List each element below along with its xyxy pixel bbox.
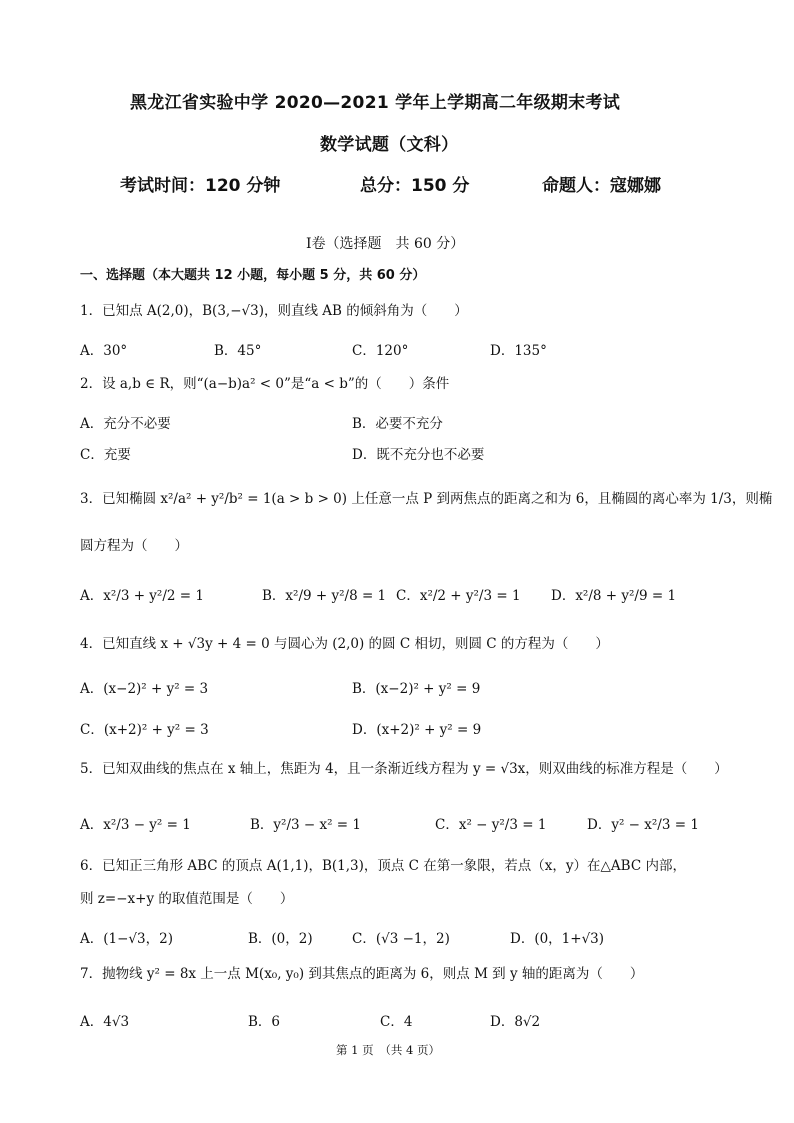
question-7-option-c: C．4 <box>380 1014 413 1030</box>
question-5-option-d: D．y² − x²/3 = 1 <box>587 817 699 833</box>
question-7-stem: 7．抛物线 y² = 8x 上一点 M(x₀, y₀) 到其焦点的距离为 6，则点 M 到 y 轴的距离为（ ） <box>80 966 644 982</box>
section-part-heading: 一、选择题（本大题共 12 小题，每小题 5 分，共 60 分） <box>80 268 426 283</box>
question-7-option-d: D．8√2 <box>490 1014 541 1030</box>
question-2-option-d: D．既不充分也不必要 <box>352 447 485 463</box>
question-5-option-c: C．x² − y²/3 = 1 <box>435 817 547 833</box>
question-1-stem: 1．已知点 A(2,0)，B(3,−√3)，则直线 AB 的倾斜角为（ ） <box>80 303 468 319</box>
section-title: Ⅰ卷（选择题 共 60 分） <box>306 236 465 252</box>
question-6-stem: 6．已知正三角形 ABC 的顶点 A(1,1)，B(1,3)，顶点 C 在第一象限，若点（x，y）在△ABC 内部， <box>80 858 686 874</box>
question-5-option-b: B．y²/3 − x² = 1 <box>250 817 361 833</box>
question-1-option-b: B．45° <box>214 343 262 359</box>
question-2-stem: 2．设 a,b ∈ R，则“(a−b)a² < 0”是“a < b”的（ ）条件 <box>80 376 450 392</box>
question-3-option-c: C．x²/2 + y²/3 = 1 <box>396 588 521 604</box>
question-3-stem-continued: 圆方程为（ ） <box>80 538 188 554</box>
exam-time: 考试时间：120 分钟 <box>120 176 281 196</box>
question-4-stem: 4．已知直线 x + √3y + 4 = 0 与圆心为 (2,0) 的圆 C 相切，则圆 C 的方程为（ ） <box>80 636 609 652</box>
question-7-option-a: A．4√3 <box>80 1014 130 1030</box>
question-7-option-b: B．6 <box>248 1014 281 1030</box>
question-4-option-c: C．(x+2)² + y² = 3 <box>80 722 209 738</box>
question-3-option-a: A．x²/3 + y²/2 = 1 <box>80 588 204 604</box>
exam-subtitle: 数学试题（文科） <box>320 135 459 155</box>
question-2-option-b: B．必要不充分 <box>352 416 443 432</box>
exam-total-score: 总分：150 分 <box>360 176 470 196</box>
question-5-option-a: A．x²/3 − y² = 1 <box>80 817 191 833</box>
question-6-option-b: B．(0，2) <box>248 931 313 947</box>
question-3-option-b: B．x²/9 + y²/8 = 1 <box>262 588 387 604</box>
question-4-option-b: B．(x−2)² + y² = 9 <box>352 681 481 697</box>
question-6-option-d: D．(0，1+√3) <box>510 931 605 947</box>
exam-author: 命题人：寇娜娜 <box>542 176 661 196</box>
question-5-stem: 5．已知双曲线的焦点在 x 轴上，焦距为 4，且一条渐近线方程为 y = √3x，则双曲线的标准方程是（ ） <box>80 761 728 777</box>
question-1-option-a: A．30° <box>80 343 128 359</box>
question-3-option-d: D．x²/8 + y²/9 = 1 <box>551 588 677 604</box>
question-6-stem-continued: 则 z=−x+y 的取值范围是（ ） <box>80 891 294 907</box>
exam-title: 黑龙江省实验中学 2020—2021 学年上学期高二年级期末考试 <box>130 93 621 113</box>
question-4-option-a: A．(x−2)² + y² = 3 <box>80 681 209 697</box>
question-3-stem: 3．已知椭圆 x²/a² + y²/b² = 1(a > b > 0) 上任意一点 P 到两焦点的距离之和为 6，且椭圆的离心率为 1/3，则椭 <box>80 491 773 507</box>
question-6-option-c: C．(√3 −1，2) <box>352 931 450 947</box>
question-4-option-d: D．(x+2)² + y² = 9 <box>352 722 482 738</box>
page-footer: 第 1 页 （共 4 页） <box>336 1043 441 1057</box>
question-2-option-a: A．充分不必要 <box>80 416 171 432</box>
question-2-option-c: C．充要 <box>80 447 131 463</box>
question-1-option-d: D．135° <box>490 343 547 359</box>
question-6-option-a: A．(1−√3，2) <box>80 931 173 947</box>
question-1-option-c: C．120° <box>352 343 409 359</box>
